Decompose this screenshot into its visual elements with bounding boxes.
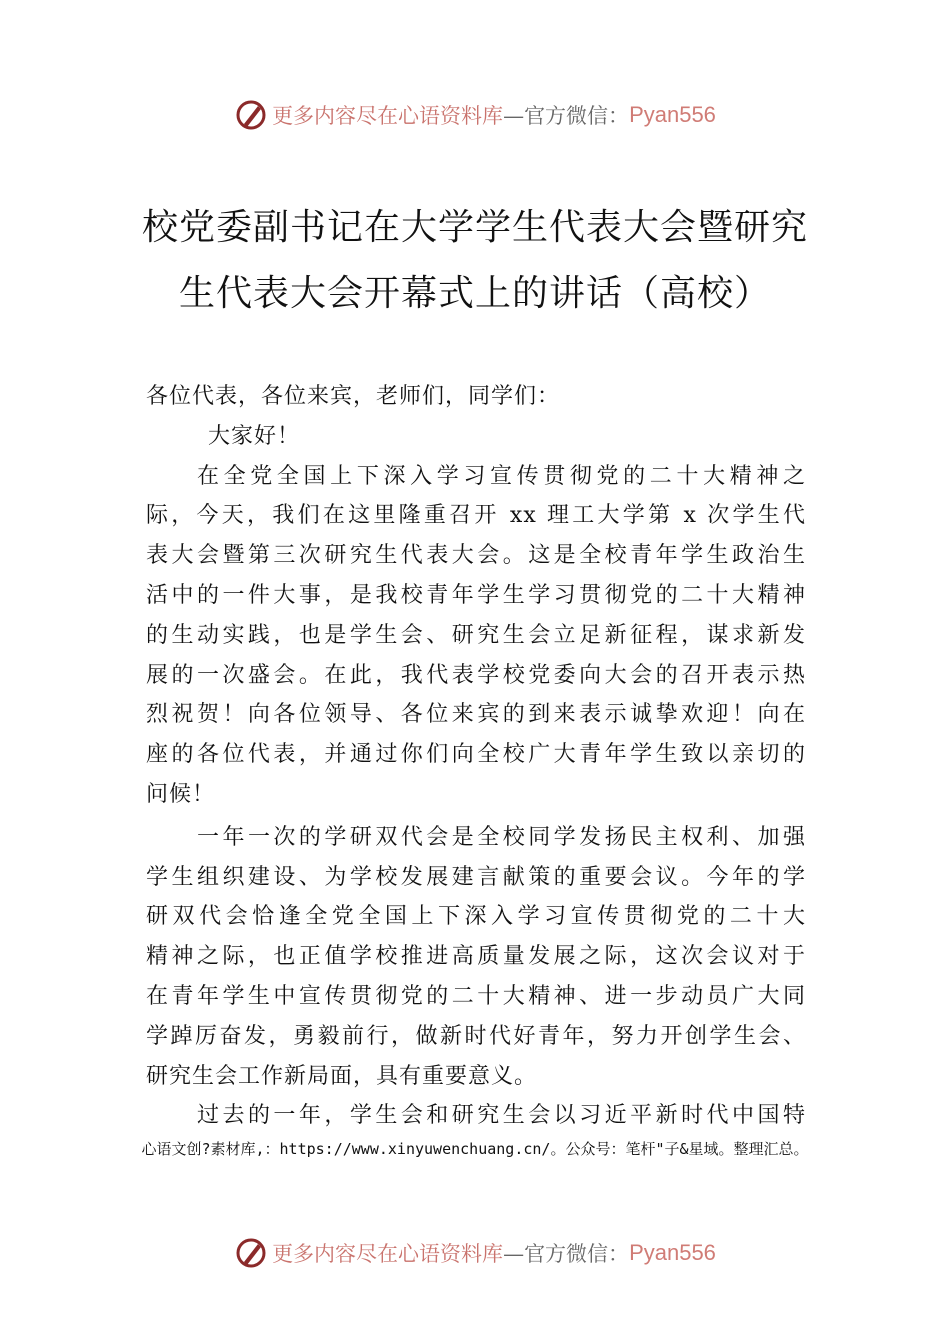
paragraph-line: 一年一次的学研双代会是全校同学发扬民主权利、加强 [197, 824, 806, 850]
banner-wechat-id: Pyan556 [629, 1240, 716, 1265]
paragraph-line: 精神之际，也正值学校推进高质量发展之际，这次会议对于 [146, 944, 806, 970]
title-line-1: 校党委副书记在大学学生代表大会暨研究 [141, 207, 808, 248]
paragraph-line: 表大会暨第三次研究生代表大会。这是全校青年学生政治生 [146, 543, 806, 569]
banner-wechat-id: Pyan556 [629, 102, 716, 127]
pen-logo-icon [234, 1236, 268, 1270]
paragraph-line: 问候！ [146, 781, 216, 807]
paragraph-line: 际，今天，我们在这里隆重召开 xx 理工大学第 x 次学生代 [146, 503, 806, 529]
document-title [0, 195, 950, 327]
paragraph-line: 烈祝贺！向各位领导、各位来宾的到来表示诚挚欢迎！向在 [146, 702, 806, 728]
paragraph-line: 研究生会工作新局面，具有重要意义。 [146, 1063, 538, 1089]
source-note: 心语文创?素材库,：https://www.xinyuwenchuang.cn/。公众号：笔杆"子&星域。整理汇总。 [141, 1140, 809, 1158]
paragraph-line: 的生动实践，也是学生会、研究生会立足新征程，谋求新发 [146, 622, 806, 648]
title-line-2: 生代表大会开幕式上的讲话（高校） [178, 273, 771, 314]
header-banner [0, 95, 950, 135]
paragraph-line: 学踔厉奋发，勇毅前行，做新时代好青年，努力开创学生会、 [146, 1023, 806, 1049]
paragraph-line: 研双代会恰逢全党全国上下深入学习宣传贯彻党的二十大 [146, 904, 806, 930]
paragraph-line: 学生组织建设、为学校发展建言献策的重要会议。今年的学 [146, 864, 806, 890]
banner-wechat-label: —官方微信： [503, 104, 630, 128]
paragraph-line: 过去的一年，学生会和研究生会以习近平新时代中国特 [197, 1103, 806, 1129]
greeting: 大家好！ [208, 423, 301, 449]
footer-banner [0, 1233, 950, 1273]
banner-text: 更多内容尽在心语资料库 [272, 104, 504, 128]
paragraph-line: 展的一次盛会。在此，我代表学校党委向大会的召开表示热 [146, 662, 806, 688]
salutation: 各位代表，各位来宾，老师们，同学们： [146, 384, 561, 409]
paragraph-line: 在全党全国上下深入学习宣传贯彻党的二十大精神之 [197, 463, 806, 489]
pen-logo-icon [234, 98, 268, 132]
document-body [146, 377, 806, 1136]
banner-text: 更多内容尽在心语资料库 [272, 1242, 504, 1266]
banner-wechat-label: —官方微信： [503, 1242, 630, 1266]
paragraph-line: 在青年学生中宣传贯彻党的二十大精神、进一步动员广大同 [146, 983, 806, 1009]
paragraph-line: 活中的一件大事，是我校青年学生学习贯彻党的二十大精神 [146, 582, 806, 608]
paragraph-line: 座的各位代表，并通过你们向全校广大青年学生致以亲切的 [146, 742, 806, 768]
